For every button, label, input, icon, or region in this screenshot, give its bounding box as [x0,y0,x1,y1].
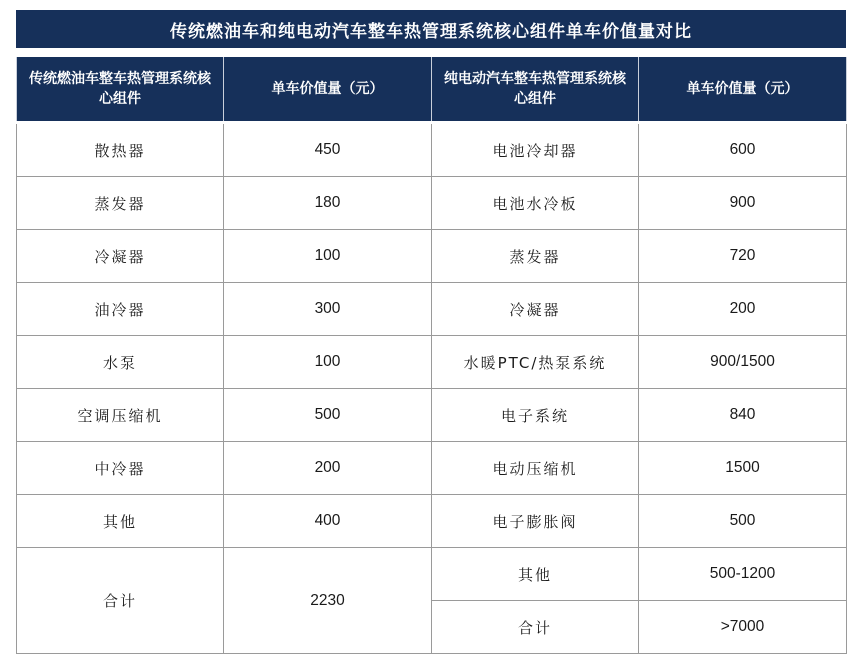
ev-value-cell: 1500 [639,442,847,495]
ev-component-cell: 水暖PTC/热泵系统 [432,336,639,389]
header-ice-value: 单车价值量（元） [224,57,432,123]
ice-component-cell: 水泵 [17,336,224,389]
table-row [17,336,847,389]
header-ev-component: 纯电动汽车整车热管理系统核心组件 [432,57,639,123]
table-row [17,177,847,230]
ev-value-cell: 600 [639,123,847,177]
ice-value-cell: 200 [224,442,432,495]
ice-component-cell: 蒸发器 [17,177,224,230]
ev-value-cell: 500 [639,495,847,548]
ev-component-cell: 电动压缩机 [432,442,639,495]
table-title: 传统燃油车和纯电动汽车整车热管理系统核心组件单车价值量对比 [16,10,846,48]
ev-other-label: 其他 [432,548,639,601]
table-row [17,283,847,336]
table-row [17,230,847,283]
ice-value-cell: 100 [224,230,432,283]
ice-value-cell: 300 [224,283,432,336]
ev-component-cell: 电子膨胀阀 [432,495,639,548]
ice-total-label: 合计 [17,548,224,654]
ev-total-label: 合计 [432,601,639,654]
ev-value-cell: 200 [639,283,847,336]
ice-total-value: 2230 [224,548,432,654]
ice-component-cell: 散热器 [17,123,224,177]
ev-value-cell: 900/1500 [639,336,847,389]
table-row [17,548,847,601]
ice-value-cell: 450 [224,123,432,177]
ev-component-cell: 电池水冷板 [432,177,639,230]
ev-other-value: 500-1200 [639,548,847,601]
ev-value-cell: 840 [639,389,847,442]
table-row [17,442,847,495]
ice-value-cell: 100 [224,336,432,389]
ice-component-cell: 其他 [17,495,224,548]
ev-component-cell: 电子系统 [432,389,639,442]
table-row [17,123,847,177]
table-row [17,389,847,442]
table-row [17,495,847,548]
header-ice-component: 传统燃油车整车热管理系统核心组件 [17,57,224,123]
ev-component-cell: 蒸发器 [432,230,639,283]
ev-component-cell: 冷凝器 [432,283,639,336]
ice-component-cell: 冷凝器 [17,230,224,283]
ev-value-cell: 720 [639,230,847,283]
ice-component-cell: 油冷器 [17,283,224,336]
header-ev-value: 单车价值量（元） [639,57,847,123]
ev-value-cell: 900 [639,177,847,230]
ice-value-cell: 500 [224,389,432,442]
ice-value-cell: 400 [224,495,432,548]
ev-component-cell: 电池冷却器 [432,123,639,177]
ice-value-cell: 180 [224,177,432,230]
ice-component-cell: 空调压缩机 [17,389,224,442]
comparison-table [16,57,847,654]
ev-total-value: >7000 [639,601,847,654]
header-row [17,57,847,123]
ice-component-cell: 中冷器 [17,442,224,495]
